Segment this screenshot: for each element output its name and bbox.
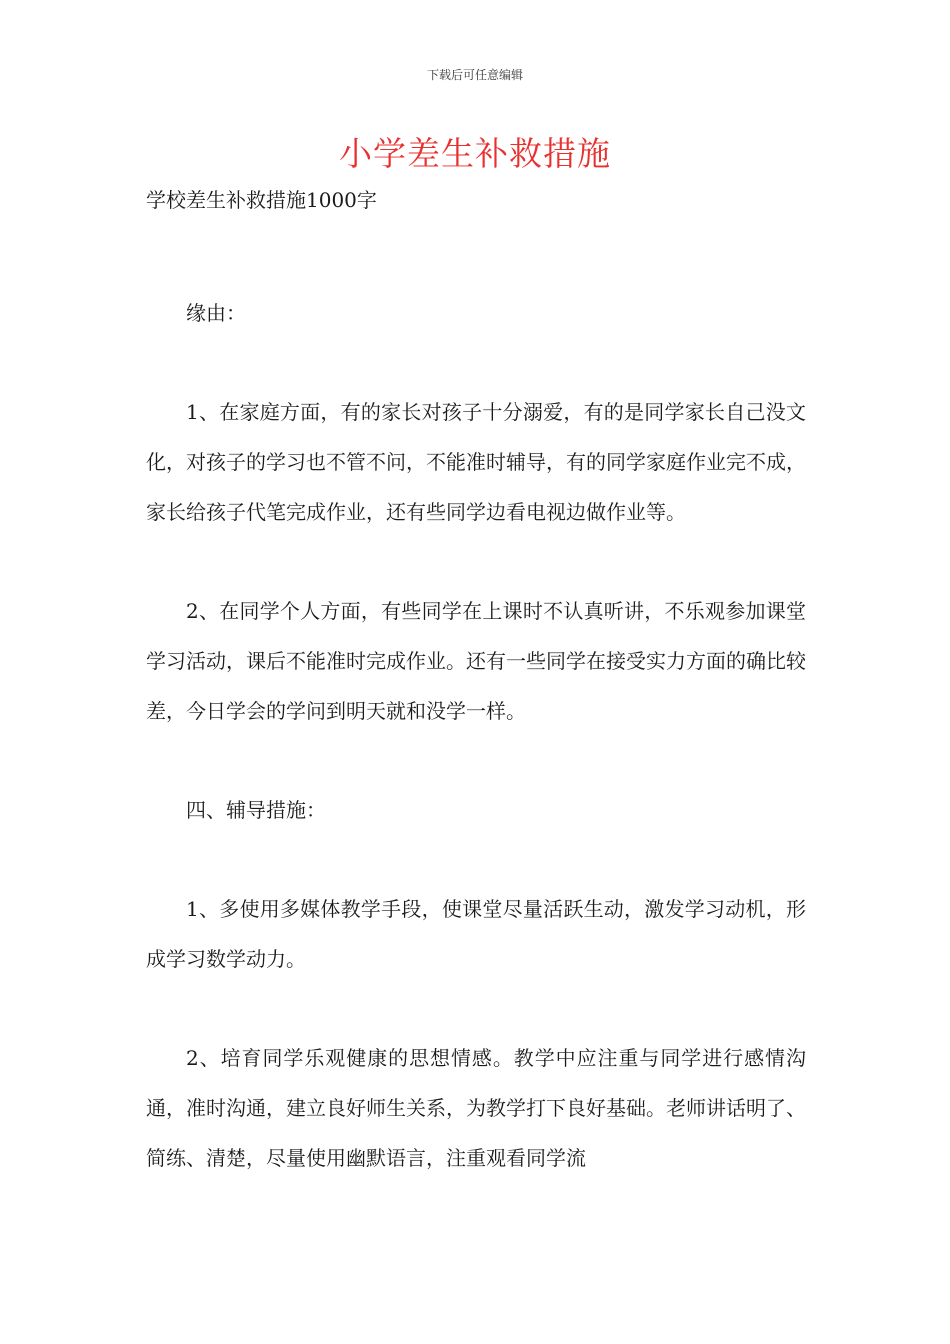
document-subtitle: 学校差生补救措施1000字 [146, 188, 377, 212]
header-note: 下载后可任意编辑 [426, 68, 523, 82]
paragraph-measure-1: 1、多使用多媒体教学手段，使课堂尽量活跃生动，激发学习动机，形成学习数学动力。 [146, 897, 806, 971]
document-body [146, 183, 806, 1183]
spacer [146, 537, 806, 586]
paragraph-measures-heading: 四、辅导措施： [186, 798, 326, 822]
spacer [146, 736, 806, 785]
paragraph-family-aspect: 1、在家庭方面，有的家长对孩子十分溺爱，有的是同学家长自己没文化，对孩子的学习也不管不问，不能准时辅导，有的同学家庭作业完不成，家长给孩子代笔完成作业，还有些同学边看电视边做作业等。 [146, 400, 806, 524]
spacer [146, 338, 806, 387]
paragraph-measure-2: 2、培育同学乐观健康的思想情感。教学中应注重与同学进行感情沟通，准时沟通，建立良好师生关系，为教学打下良好基础。老师讲话明了、简练、清楚，尽量使用幽默语言，注重观看同学流 [146, 1046, 806, 1170]
spacer [146, 835, 806, 884]
spacer [146, 984, 806, 1033]
paragraph-reason-heading: 缘由： [186, 301, 246, 325]
paragraph-student-aspect: 2、在同学个人方面，有些同学在上课时不认真听讲，不乐观参加课堂学习活动，课后不能准时完成作业。还有一些同学在接受实力方面的确比较差，今日学会的学问到明天就和没学一样。 [146, 599, 806, 723]
spacer [146, 217, 806, 288]
document-title: 小学差生补救措施 [339, 134, 611, 173]
